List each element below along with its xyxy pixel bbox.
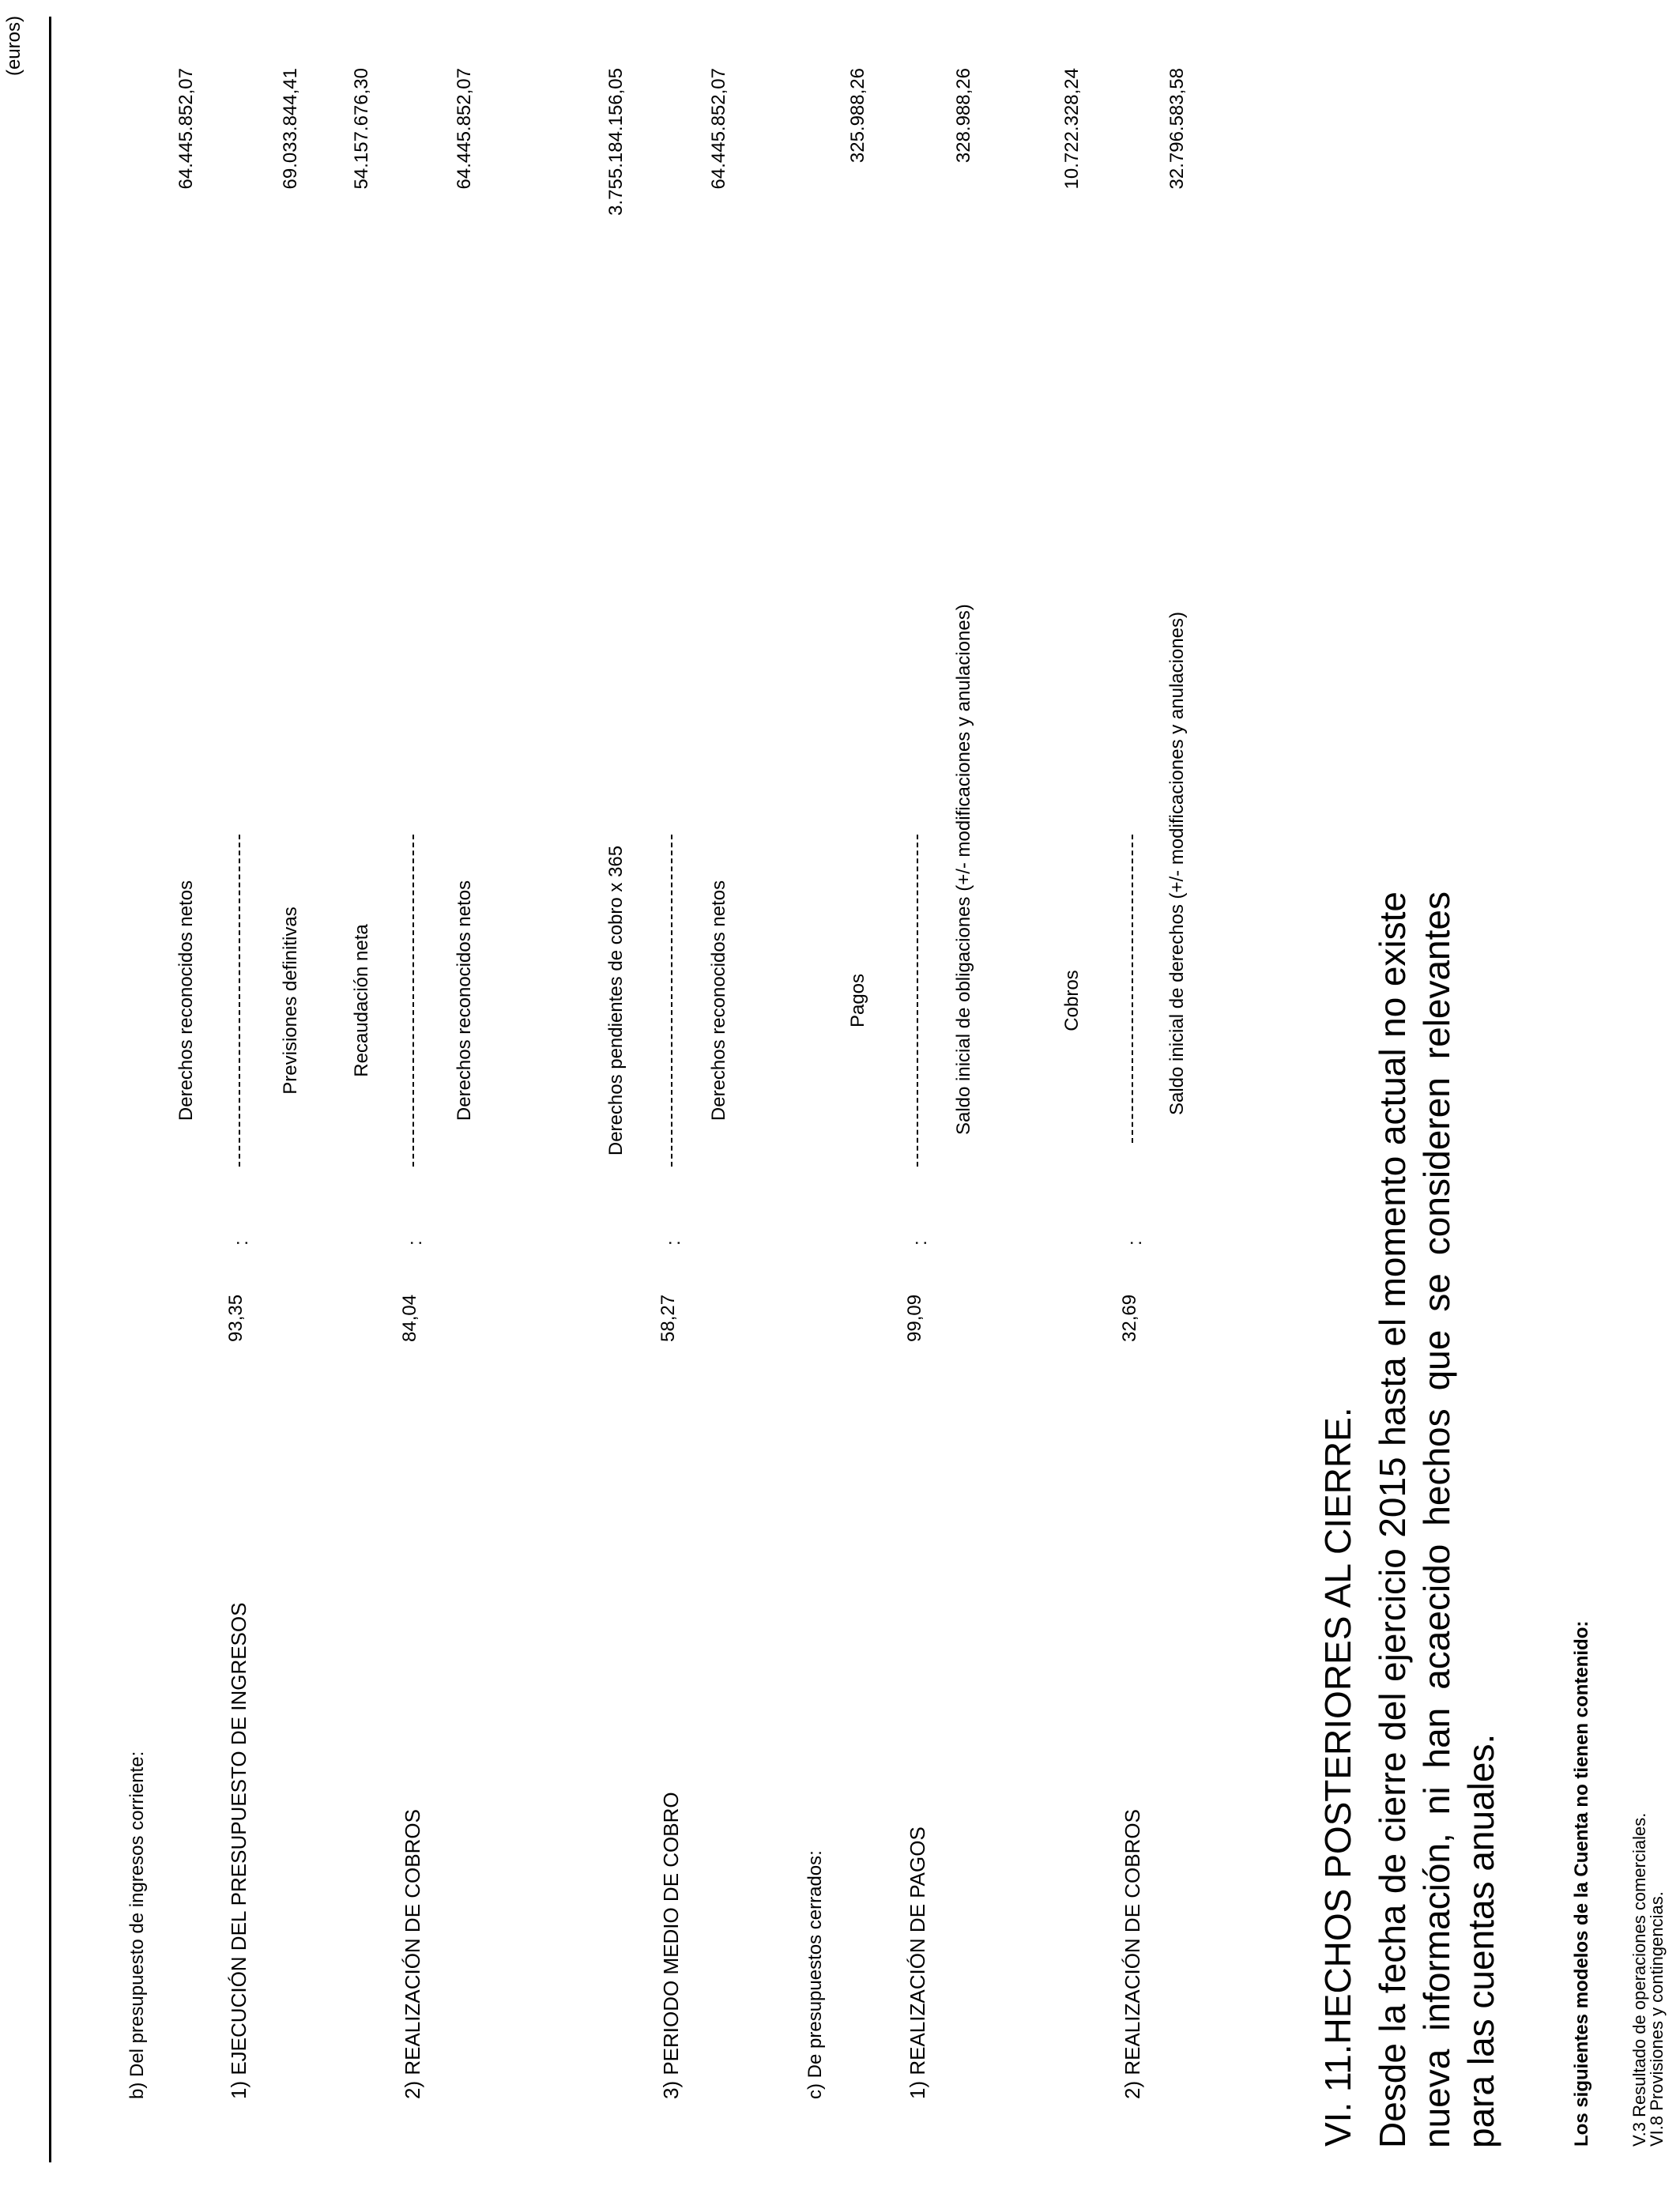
pagos-fraction-bar (917, 835, 918, 1167)
ejecucion-numerator-value: 64.445.852,07 (175, 68, 197, 190)
periodo-label: 3) PERIODO MEDIO DE COBRO (659, 1792, 683, 2099)
cobros-cerrados-numerator-value: 10.722.328,24 (1061, 68, 1083, 190)
ejecucion-denominator-label: Previsiones definitivas (280, 907, 301, 1095)
pagos-numerator-value: 325.988,26 (847, 68, 868, 164)
periodo-denominator-value: 64.445.852,07 (708, 68, 729, 190)
cobros-denominator-value: 64.445.852,07 (454, 68, 475, 190)
cobros-denominator-label: Derechos reconocidos netos (454, 880, 475, 1122)
ejecucion-label: 1) EJECUCIÓN DEL PRESUPUESTO DE INGRESOS (227, 1602, 250, 2099)
cobros-separator: : (405, 1240, 426, 1246)
periodo-numerator-value: 3.755.184.156,05 (605, 68, 627, 216)
cobros-numerator-value: 54.157.676,30 (351, 68, 372, 190)
sin-contenido-heading: Los siguientes modelos de la Cuenta no tienen contenido: (1571, 1620, 1592, 2147)
cobros-label: 2) REALIZACIÓN DE COBROS (401, 1809, 424, 2099)
cobros-cerrados-fraction-bar (1132, 835, 1133, 1143)
hechos-title: VI. 11.HECHOS POSTERIORES AL CIERRE. (1317, 1407, 1358, 2147)
pagos-denominator-value: 328.988,26 (953, 68, 974, 164)
cobros-cerrados-denominator-value: 32.796.583,58 (1166, 68, 1188, 190)
ejecucion-fraction-bar (239, 835, 240, 1167)
section-b-heading: b) Del presupuesto de ingresos corriente: (126, 1751, 148, 2099)
sin-contenido-item: VI.8 Provisiones y contingencias. (1647, 1891, 1667, 2147)
pagos-label: 1) REALIZACIÓN DE PAGOS (906, 1826, 929, 2099)
pagos-separator: : (910, 1240, 931, 1246)
pagos-value: 99,09 (904, 1294, 925, 1342)
periodo-separator: : (663, 1240, 684, 1246)
cobros-fraction-bar (412, 835, 414, 1167)
unit-label: (euros) (3, 16, 24, 77)
ejecucion-denominator-value: 69.033.844,41 (280, 68, 301, 190)
periodo-fraction-bar (671, 835, 672, 1167)
cobros-cerrados-separator: : (1124, 1240, 1146, 1246)
cobros-value: 84,04 (399, 1294, 420, 1342)
pagos-denominator-label: Saldo inicial de obligaciones (+/- modificaciones y anulaciones) (953, 604, 974, 1135)
periodo-value: 58,27 (657, 1294, 679, 1342)
section-c-heading: c) De presupuestos cerrados: (804, 1850, 826, 2099)
pagos-numerator-label: Pagos (847, 973, 868, 1028)
ejecucion-separator: : (231, 1240, 252, 1246)
ejecucion-value: 93,35 (225, 1294, 247, 1342)
periodo-numerator-label: Derechos pendientes de cobro x 365 (605, 845, 627, 1156)
top-rule (49, 17, 51, 2162)
cobros-cerrados-numerator-label: Cobros (1061, 970, 1083, 1031)
sin-contenido-item: V.3 Resultado de operaciones comerciales. (1629, 1812, 1649, 2147)
cobros-numerator-label: Recaudación neta (351, 924, 372, 1077)
cobros-cerrados-label: 2) REALIZACIÓN DE COBROS (1121, 1809, 1144, 2099)
periodo-denominator-label: Derechos reconocidos netos (708, 880, 729, 1122)
ejecucion-numerator-label: Derechos reconocidos netos (175, 880, 197, 1122)
hechos-paragraph: Desde la fecha de cierre del ejercicio 2015 hasta el momento actual no existe nueva información, ni han acaecido hechos que se consideren relevantes para las cuentas anuales. (1372, 892, 1501, 2148)
cobros-cerrados-value: 32,69 (1119, 1294, 1140, 1342)
cobros-cerrados-denominator-label: Saldo inicial de derechos (+/- modificaciones y anulaciones) (1166, 611, 1188, 1115)
